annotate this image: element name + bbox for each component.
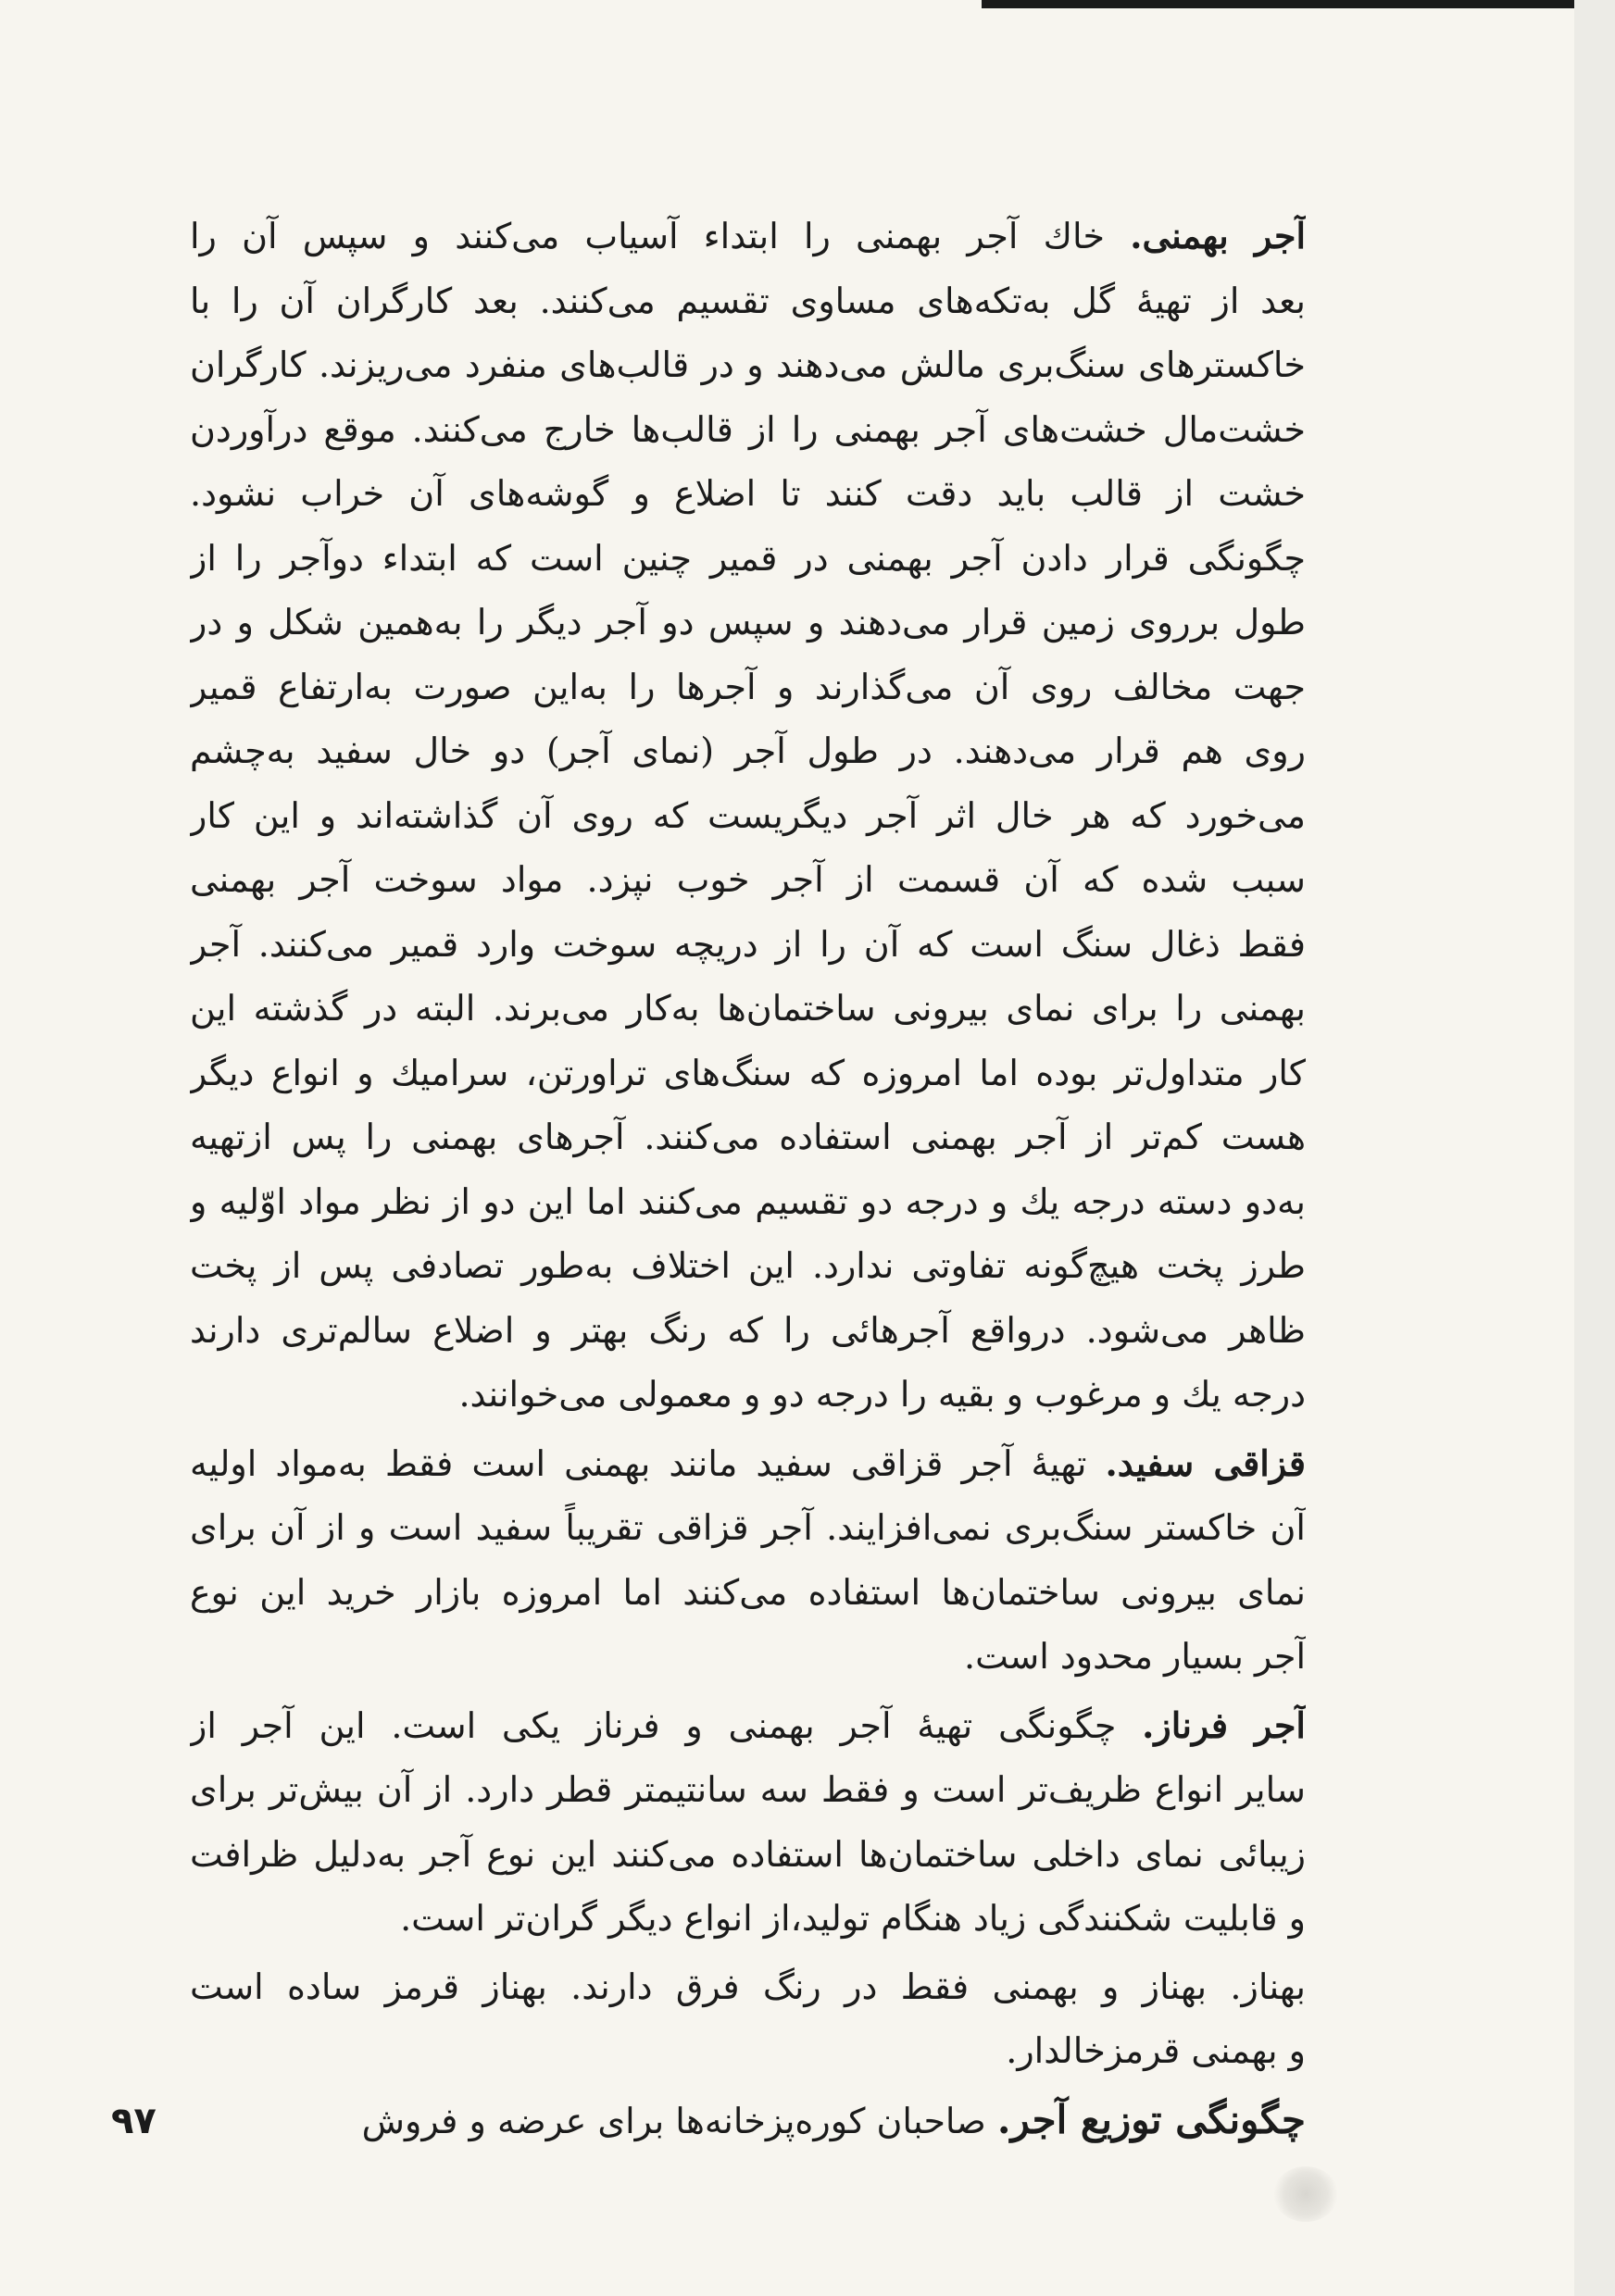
line-text: آجر بسیار محدود است. <box>963 1636 1306 1677</box>
line-text: روی هم قرار می‌دهند. در طول آجر (نمای آجر) دو خال سفید به‌چشم <box>190 730 1306 771</box>
text-line <box>190 1170 1306 1235</box>
line-text: زیبائی نمای داخلی ساختمان‌ها استفاده می‌کنند این نوع آجر به‌دلیل ظرافت <box>190 1833 1306 1875</box>
text-line <box>190 1625 1306 1690</box>
line-text: خشت‌مال خشت‌های آجر بهمنی را از قالب‌ها خارج می‌کنند. موقع درآوردن <box>190 408 1306 450</box>
line-text: هست کم‌تر از آجر بهمنی استفاده می‌کنند. آجرهای بهمنی را پس ازتهیه <box>190 1117 1306 1157</box>
line-text: کار متداول‌تر بوده اما امروزه که سنگ‌های تراورتن، سرامیك و انواع دیگر <box>190 1052 1306 1093</box>
paper-stain <box>1273 2166 1338 2222</box>
text-line <box>190 1887 1306 1952</box>
line-text: و قابلیت شکنندگی زیاد هنگام تولید،از انواع دیگر گران‌تر است. <box>400 1898 1306 1939</box>
text-line <box>190 1299 1306 1364</box>
line-text: سبب شده که آن قسمت از آجر خوب نپزد. مواد سوخت آجر بهمنی <box>190 859 1306 900</box>
line-text: و بهمنی قرمزخالدار. <box>1006 2030 1306 2071</box>
line-text: چگونگی تهیهٔ آجر بهمنی و فرناز یکی است. این آجر از <box>190 1704 1143 1746</box>
line-text: ظاهر می‌شود. درواقع آجرهائی را که رنگ بهتر و اضلاع سالم‌تری دارند <box>190 1309 1306 1351</box>
scan-background-edge <box>1574 0 1615 2296</box>
paragraph <box>190 204 1306 1428</box>
text-line <box>190 1042 1306 1106</box>
text-line <box>190 398 1306 463</box>
text-line <box>190 977 1306 1042</box>
line-text: خاك آجر بهمنی را ابتداء آسیاب می‌کنند و سپس آن را <box>190 216 1131 256</box>
text-line <box>190 591 1306 655</box>
text-line <box>190 2019 1306 2084</box>
line-text: نمای بیرونی ساختمان‌ها استفاده می‌کنند اما امروزه بازار خرید این نوع <box>190 1571 1306 1613</box>
text-line <box>190 848 1306 913</box>
line-text: بهناز. بهناز و بهمنی فقط در رنگ فرق دارند. بهناز قرمز ساده است <box>190 1965 1306 2007</box>
line-text: چگونگی قرار دادن آجر بهمنی در قمیر چنین است که ابتداء دوآجر را از <box>190 537 1306 579</box>
text-line <box>190 1496 1306 1561</box>
text-line <box>190 719 1306 784</box>
text-line <box>190 1823 1306 1888</box>
line-text: می‌خورد که هر خال اثر آجر دیگریست که روی آن گذاشته‌اند و این کار <box>190 794 1306 836</box>
paragraph <box>190 1693 1306 1952</box>
line-text: فقط ذغال سنگ است که آن را از دریچه سوخت وارد قمیر می‌کنند. آجر <box>190 923 1306 965</box>
paragraph-heading: آجر بهمنی. <box>1130 215 1306 256</box>
scan-top-edge <box>982 0 1574 8</box>
text-line <box>190 1363 1306 1428</box>
line-text: بعد از تهیهٔ گل به‌تکه‌های مساوی تقسیم می‌کنند. بعد کارگران آن را با <box>190 280 1306 321</box>
text-line <box>190 527 1306 592</box>
text-line <box>190 269 1306 334</box>
line-text: جهت مخالف روی آن می‌گذارند و آجرها را به‌این صورت به‌ارتفاع قمیر <box>190 666 1306 707</box>
text-line <box>190 1693 1306 1759</box>
paragraph <box>190 1955 1306 2084</box>
text-line <box>190 1758 1306 1823</box>
text-line <box>190 1561 1306 1626</box>
line-text: صاحبان کوره‌پزخانه‌ها برای عرضه و فروش <box>361 2100 997 2141</box>
line-text: خشت از قالب باید دقت کنند تا اضلاع و گوشه‌های آن خراب نشود. <box>190 473 1306 514</box>
line-text: درجه یك و مرغوب و بقیه را درجه دو و معمولی می‌خوانند. <box>458 1374 1306 1415</box>
paragraph-heading: چگونگی توزیع آجر. <box>996 2096 1306 2142</box>
text-line <box>190 204 1306 269</box>
text-line <box>190 1955 1306 2020</box>
line-text: خاکسترهای سنگ‌بری مالش می‌دهند و در قالب‌های منفرد می‌ریزند. کارگران <box>190 344 1306 385</box>
paragraph <box>190 1431 1306 1690</box>
line-text: طرز پخت هیچ‌گونه تفاوتی ندارد. این اختلاف به‌طور تصادفی پس از پخت <box>190 1245 1306 1286</box>
body-text <box>190 204 1306 2157</box>
line-text: به‌دو دسته درجه یك و درجه دو تقسیم می‌کنند اما این دو از نظر مواد اوّلیه و <box>190 1180 1306 1222</box>
text-line <box>190 2088 1306 2154</box>
paragraph-heading: آجر فرناز. <box>1142 1703 1306 1746</box>
text-line <box>190 913 1306 978</box>
line-text: سایر انواع ظریف‌تر است و فقط سه سانتیمتر قطر دارد. از آن بیش‌تر برای <box>190 1769 1306 1810</box>
text-line <box>190 655 1306 720</box>
text-line <box>190 333 1306 398</box>
text-line <box>190 784 1306 849</box>
line-text: آن خاکستر سنگ‌بری نمی‌افزایند. آجر قزاقی تقریباً سفید است و از آن برای <box>190 1507 1306 1548</box>
line-text: تهیهٔ آجر قزاقی سفید مانند بهمنی است فقط به‌مواد اولیه <box>190 1442 1106 1484</box>
text-line <box>190 462 1306 527</box>
text-line <box>190 1234 1306 1299</box>
paragraph <box>190 2088 1306 2154</box>
line-text: بهمنی را برای نمای بیرونی ساختمان‌ها به‌کار می‌برند. البته در گذشته این <box>190 988 1306 1029</box>
paragraph-heading: قزاقی سفید. <box>1105 1441 1306 1484</box>
page-number: ۹۷ <box>111 2100 156 2142</box>
line-text: طول برروی زمین قرار می‌دهند و سپس دو آجر دیگر را به‌همین شکل و در <box>190 602 1306 643</box>
text-line <box>190 1105 1306 1170</box>
text-line <box>190 1431 1306 1497</box>
